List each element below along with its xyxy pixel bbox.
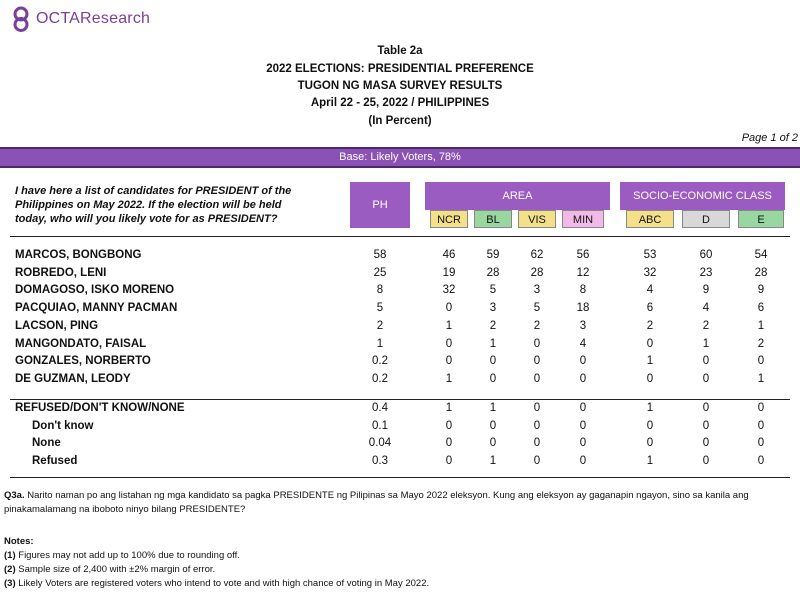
row-label: None [32,437,61,450]
table-cell: 46 [442,249,456,261]
unit-label: (In Percent) [368,115,432,127]
row-label: ROBREDO, LENI [15,266,107,279]
table-cell: 1 [646,402,654,414]
table-cell: 0 [757,355,765,368]
table-cell: 0 [489,419,497,432]
row-label: MANGONDATO, FAISAL [15,337,147,350]
table-cell: 0 [489,437,497,450]
section-rule [10,399,790,400]
table-cell: 12 [576,266,590,279]
row-label: DE GUZMAN, LEODY [15,372,131,385]
table-cell: 0 [702,372,710,385]
table-cell: 1 [489,402,497,414]
table-cell: 60 [699,249,713,261]
row-label: PACQUIAO, MANNY PACMAN [15,302,178,315]
table-cell: 28 [530,266,544,279]
table-cell: 28 [486,266,500,279]
table-cell: 32 [643,266,657,279]
table-cell: 25 [373,266,387,279]
table-cell: 0.2 [372,372,388,385]
table-cell: 0 [579,402,587,414]
table-cell: 0 [579,437,587,450]
table-cell: 0 [579,419,587,432]
table-cell: 0 [702,437,710,450]
table-cell: 2 [489,319,497,332]
table-cell: 4 [702,302,710,315]
table-cell: 1 [445,319,453,332]
logo-text: OCTAResearch [36,10,151,27]
table-cell: 0 [445,455,453,468]
table-cell: 0 [579,355,587,368]
table-cell: 5 [533,302,541,315]
octa-logo-icon [8,6,34,32]
note-item: (3) Likely Voters are registered voters who intend to vote and with high chance of voting in May 2022. [4,578,430,589]
q3a-text: Narito naman po ang listahan ng mga kandidato sa pagka PRESIDENTE ng Pilipinas sa Mayo 2022 eleksyon. Kung ang eleksyon ay gaganapin ngayon, sino sa kanila ang pinakamalamang na iboboto ninyo bilang PRESIDENTE? [4,490,749,515]
table-cell: 1 [445,402,453,414]
table-cell: 0 [533,372,541,385]
notes-title: Notes: [4,536,34,547]
header-vis: VIS [518,210,556,228]
table-cell: 0.2 [372,355,388,368]
table-cell: 6 [757,302,765,315]
row-label: DOMAGOSO, ISKO MORENO [15,284,175,297]
row-label: Don't know [32,419,94,432]
note-item: (1) Figures may not add up to 100% due to rounding off. [4,550,240,561]
table-cell: 1 [646,355,654,368]
table-cell: 1 [445,372,453,385]
header-min: MIN [562,210,604,228]
q3a-tag: Q3a. [4,490,25,501]
table-cell: 8 [376,284,384,297]
table-cell: 1 [702,337,710,350]
table-cell: 62 [530,249,544,261]
survey-question: I have here a list of candidates for PRESIDENT of the Philippines on May 2022. If the election will be held today, who will you likely vote for as PRESIDENT? [15,185,292,225]
table-cell: 0 [533,337,541,350]
table-cell: 0 [489,372,497,385]
table-cell: 0 [533,455,541,468]
table-cell: 0 [579,455,587,468]
table-cell: 0 [702,455,710,468]
table-cell: 0 [533,419,541,432]
table-cell: 4 [646,284,654,297]
row-label: LACSON, PING [15,319,99,332]
table-cell: 4 [579,337,587,350]
table-cell: 58 [373,249,387,261]
table-cell: 32 [442,284,456,297]
table-cell: 23 [699,266,713,279]
table-cell: 5 [376,302,384,315]
table-cell: 2 [646,319,654,332]
table-cell: 2 [702,319,710,332]
table-cell: 54 [754,249,768,261]
table-cell: 0 [445,302,453,315]
table-cell: 0.04 [368,437,392,450]
table-cell: 0 [757,402,765,414]
table-cell: 0.3 [372,455,388,468]
table-cell: 59 [486,249,500,261]
q3a-translation [4,489,796,517]
table-cell: 3 [489,302,497,315]
table-cell: 0 [533,402,541,414]
table-cell: 6 [646,302,654,315]
header-abc: ABC [626,210,674,228]
table-cell: 1 [489,337,497,350]
table-cell: 0 [533,355,541,368]
base-bar: Base: Likely Voters, 78% [0,147,800,168]
table-cell: 8 [579,284,587,297]
table-cell: 0 [445,437,453,450]
table-cell: 9 [702,284,710,297]
header-d: D [682,210,730,228]
table-cell: 0 [646,419,654,432]
table-cell: 2 [757,337,765,350]
table-cell: 1 [757,372,765,385]
header-rule [10,236,790,237]
table-cell: 28 [754,266,768,279]
table-cell: 19 [442,266,456,279]
table-cell: 0.4 [372,402,388,414]
table-cell: 0 [445,355,453,368]
table-cell: 2 [533,319,541,332]
table-cell: 53 [643,249,657,261]
table-cell: 1 [646,455,654,468]
table-cell: 0.1 [372,419,388,432]
row-label: MARCOS, BONGBONG [15,249,142,261]
table-cell: 0 [646,437,654,450]
table-cell: 0 [445,419,453,432]
table-cell: 5 [489,284,497,297]
header-area: AREA [425,182,610,210]
table-cell: 3 [579,319,587,332]
header-e: E [738,210,784,228]
table-number: Table 2a [377,45,423,57]
table-cell: 0 [445,337,453,350]
table-cell: 0 [579,372,587,385]
page-indicator: Page 1 of 2 [741,132,798,144]
table-cell: 0 [757,455,765,468]
note-item: (2) Sample size of 2,400 with ±2% margin of error. [4,564,216,575]
table-cell: 18 [576,302,590,315]
table-cell: 0 [757,437,765,450]
report-title: 2022 ELECTIONS: PRESIDENTIAL PREFERENCE [266,63,534,75]
table-cell: 0 [702,402,710,414]
header-ph: PH [350,182,410,228]
table-cell: 1 [376,337,384,350]
survey-dates: April 22 - 25, 2022 / PHILIPPINES [310,97,490,109]
notes [4,535,429,591]
header-ncr: NCR [430,210,468,228]
table-cell: 3 [533,284,541,297]
table-cell: 0 [489,355,497,368]
logo [8,6,150,32]
table-cell: 56 [576,249,590,261]
table-cell: 0 [702,419,710,432]
header-sec: SOCIO-ECONOMIC CLASS [620,182,785,210]
table-cell: 2 [376,319,384,332]
table-cell: 0 [533,437,541,450]
survey-name: TUGON NG MASA SURVEY RESULTS [297,80,503,92]
table-cell: 0 [646,337,654,350]
table-cell: 1 [757,319,765,332]
table-cell: 0 [702,355,710,368]
row-label: Refused [32,455,78,468]
table-cell: 0 [757,419,765,432]
table-cell: 0 [646,372,654,385]
table-cell: 9 [757,284,765,297]
row-label: GONZALES, NORBERTO [15,355,151,368]
footer-rule [10,477,790,478]
table-cell: 1 [489,455,497,468]
header-bl: BL [474,210,512,228]
row-label: REFUSED/DON'T KNOW/NONE [15,402,185,414]
